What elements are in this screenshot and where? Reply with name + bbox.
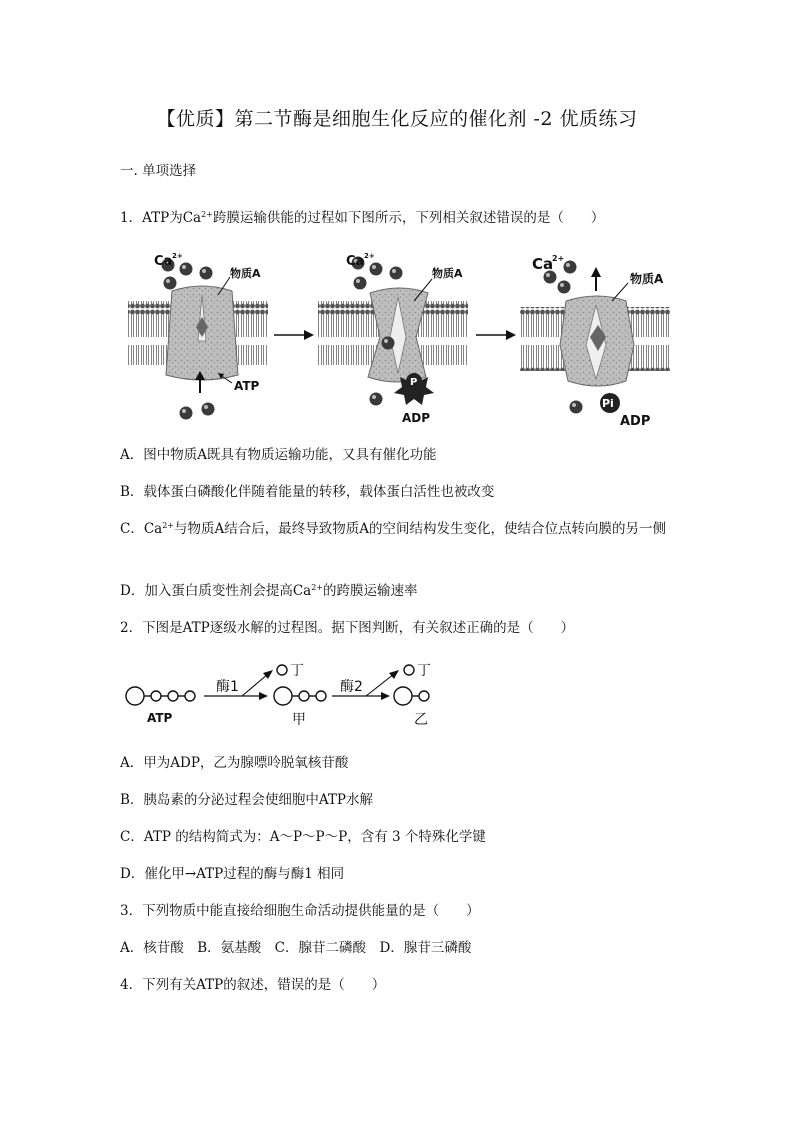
- panel-1: [128, 252, 268, 420]
- fig3-pi-label: Pi: [602, 397, 614, 410]
- page-title: 【优质】第二节酶是细胞生化反应的催化剂 -2 优质练习: [156, 108, 638, 130]
- atp-label: ATP: [147, 711, 173, 725]
- question-1-figure: [120, 245, 680, 435]
- question-4-stem: 4．下列有关ATP的叙述，错误的是（ ）: [120, 977, 386, 993]
- fig1-atp-label: ATP: [234, 379, 260, 393]
- fig3-ion-label: Ca: [532, 255, 554, 273]
- question-2-option-a: A．甲为ADP，乙为腺嘌呤脱氧核苷酸: [120, 755, 349, 771]
- fig3-adp-label: ADP: [620, 414, 651, 429]
- question-2-stem: 2．下图是ATP逐级水解的过程图。据下图判断，有关叙述正确的是（ ）: [120, 620, 575, 636]
- fig2-adp-label: ADP: [402, 411, 431, 425]
- question-2-option-c: C．ATP 的结构简式为：A～P～P～P，含有 3 个特殊化学键: [120, 829, 486, 845]
- fig1-ion-charge: 2+: [172, 252, 183, 260]
- fig1-ion-label: Ca: [154, 254, 173, 269]
- question-3-options: A．核苷酸 B．氨基酸 C．腺苷二磷酸 D．腺苷三磷酸: [120, 940, 472, 956]
- fig3-substance-label: 物质A: [630, 272, 664, 286]
- question-1-stem: 1．ATP为$Ca^{2+}$跨膜运输供能的过程如下图所示，下列相关叙述错误的是（ ）: [120, 210, 605, 226]
- fig2-substance-label: 物质A: [432, 267, 463, 280]
- question-2-option-b: B．胰岛素的分泌过程会使细胞中ATP水解: [120, 792, 374, 808]
- jia-label: 甲: [292, 712, 306, 728]
- product-1-label: 丁: [290, 663, 304, 679]
- panel-3: [520, 254, 670, 429]
- section-heading: 一. 单项选择: [120, 163, 197, 179]
- question-1-option-d: D．加入蛋白质变性剂会提高$Ca^{2+}$的跨膜运输速率: [120, 583, 418, 599]
- question-1-option-c: C．$Ca^{2+}$与物质A结合后，最终导致物质A的空间结构发生变化，使结合位点转向膜的另一侧: [120, 521, 667, 537]
- enzyme-1-label: 酶1: [216, 679, 239, 695]
- yi-label: 乙: [414, 712, 428, 728]
- fig3-ion-charge: 2+: [552, 254, 565, 263]
- question-2-figure: [120, 656, 450, 732]
- question-3-stem: 3．下列物质中能直接给细胞生命活动提供能量的是（ ）: [120, 903, 480, 919]
- fig1-substance-label: 物质A: [230, 267, 261, 280]
- fig2-ion-charge: 2+: [364, 252, 375, 260]
- fig2-ion-label: Ca: [346, 254, 365, 269]
- question-1-option-b: B．载体蛋白磷酸化伴随着能量的转移，载体蛋白活性也被改变: [120, 484, 495, 500]
- product-2-label: 丁: [417, 663, 431, 679]
- fig2-p-label: P: [410, 377, 418, 388]
- question-1-option-a: A．图中物质A既具有物质运输功能，又具有催化功能: [120, 447, 437, 463]
- question-2-option-d: D．催化甲→ATP过程的酶与酶1 相同: [120, 866, 345, 882]
- enzyme-2-label: 酶2: [340, 679, 363, 695]
- panel-2: [318, 252, 468, 425]
